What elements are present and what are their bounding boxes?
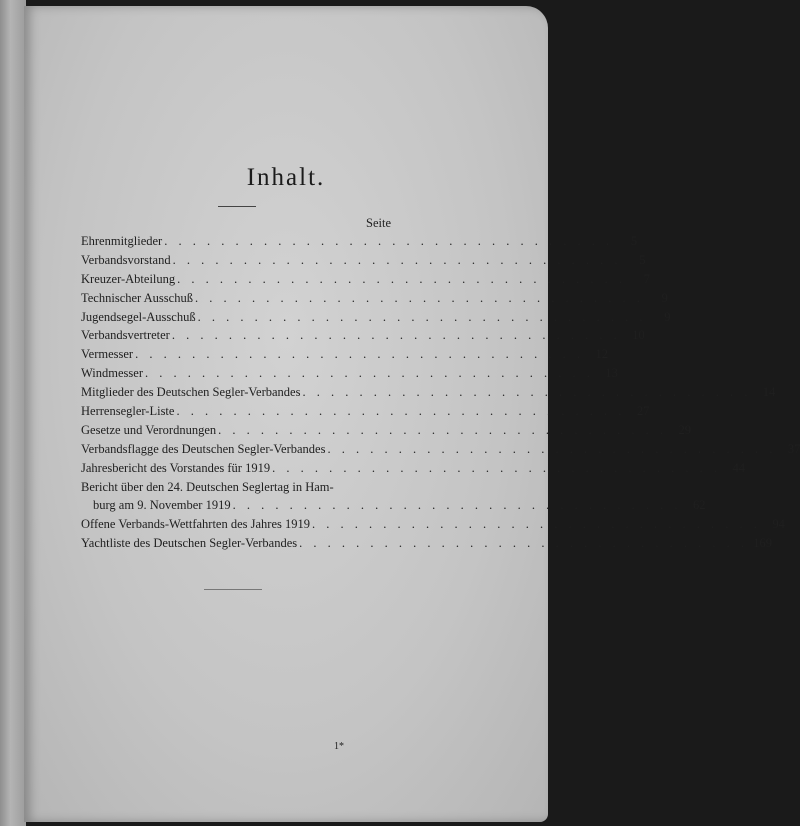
toc-entry-page: 9	[661, 290, 668, 305]
page-title: Inhalt.	[246, 164, 326, 191]
toc-leader: . . . . . . . . . . . . . . . . . . . . . . . . . . . . . . . .	[299, 536, 749, 551]
toc-entry	[81, 289, 668, 308]
toc-entry-title: Offene Verbands-Wettfahrten des Jahres 1919	[81, 517, 311, 532]
toc-leader: . . . . . . . . . . . . . . . . . . . . . . . . . . . . . . . .	[327, 441, 777, 456]
toc-leader: . . . . . . . . . . . . . . . . . . . . . . . . . . . . . . . .	[312, 517, 761, 532]
toc-entry-title: Gesetze und Verordnungen	[81, 422, 217, 437]
toc-entry-title: Jugendsegel-Ausschuß	[81, 309, 196, 324]
closing-rule	[204, 589, 262, 590]
toc-leader: . . . . . . . . . . . . . . . . . . . . . . . . . . . . . . . .	[197, 309, 647, 324]
toc-entry-page: 10	[632, 328, 645, 343]
toc-entry-page: 14	[762, 385, 776, 400]
book-page	[24, 6, 800, 822]
toc-entry-page: 7	[643, 271, 651, 286]
table-of-contents	[81, 232, 800, 553]
toc-entry	[81, 459, 745, 478]
toc-entry-page: 62	[692, 498, 706, 513]
toc-leader: . . . . . . . . . . . . . . . . . . . . . . . . . . . . . . . .	[144, 366, 594, 381]
toc-entry	[81, 478, 706, 516]
toc-entry	[81, 251, 646, 270]
toc-entry-title: Vermesser	[81, 347, 134, 362]
toc-entry	[81, 326, 645, 345]
toc-entry	[81, 308, 671, 327]
toc-entry-title: Windmesser	[81, 366, 143, 381]
toc-entry	[81, 534, 773, 553]
toc-entry-title: Kreuzer-Abteilung	[81, 271, 176, 286]
toc-entry-page: 44	[732, 460, 745, 475]
toc-entry-page: 27	[636, 404, 650, 419]
toc-leader: . . . . . . . . . . . . . . . . . . . . . . . . . . . . . . . .	[164, 234, 614, 248]
toc-entry	[81, 402, 650, 421]
toc-entry	[81, 440, 800, 459]
toc-entry-title: Verbandsvertreter	[81, 328, 170, 343]
title-rule	[218, 206, 256, 207]
toc-entry-title: Mitglieder des Deutschen Segler-Verbandes	[81, 385, 301, 400]
toc-entry-page: 169	[753, 536, 773, 551]
toc-entry	[81, 270, 651, 289]
toc-entry	[81, 515, 785, 534]
toc-entry	[81, 383, 776, 402]
toc-entry-continuation	[81, 496, 706, 515]
toc-entry-title: Verbandsvorstand	[81, 252, 171, 267]
page-number: 1*	[334, 741, 344, 752]
toc-leader: . . . . . . . . . . . . . . . . . . . . . . . . . . . . . . . .	[194, 290, 644, 305]
toc-entry-page: 94	[772, 517, 785, 532]
toc-leader: . . . . . . . . . . . . . . . . . . . . . . . . . . . . . . . .	[302, 385, 752, 400]
toc-entry-title: Herrensegler-Liste	[81, 404, 175, 419]
page-column-header: Seite	[366, 216, 391, 230]
toc-entry-page: 5	[630, 234, 638, 248]
toc-entry	[81, 232, 638, 251]
toc-leader: . . . . . . . . . . . . . . . . . . . . . . . . . . . . . . . .	[171, 328, 621, 343]
toc-entry-title: Verbandsflagge des Deutschen Segler-Verbandes	[81, 441, 326, 456]
toc-entry	[81, 364, 618, 383]
toc-entry-page: 29	[678, 422, 692, 437]
toc-entry-page: 37	[787, 441, 800, 456]
toc-entry-title: Technischer Ausschuß	[81, 290, 193, 305]
toc-leader: . . . . . . . . . . . . . . . . . . . . . . . . . . . . . . . .	[135, 347, 584, 362]
toc-leader: . . . . . . . . . . . . . . . . . . . . . . . . . . . . . . . .	[272, 460, 721, 475]
toc-entry	[81, 421, 692, 440]
toc-entry-title: Bericht über den 24. Deutschen Seglertag in Ham-	[81, 479, 334, 494]
toc-leader: . . . . . . . . . . . . . . . . . . . . . . . . . . . . . . . .	[218, 422, 668, 437]
toc-entry	[81, 345, 608, 364]
toc-entry-page: 13	[605, 366, 618, 381]
toc-leader: . . . . . . . . . . . . . . . . . . . . . . . . . . . . . . . .	[172, 252, 622, 267]
toc-entry-page: 9	[664, 309, 671, 324]
toc-entry-title-continued: burg am 9. November 1919	[93, 498, 231, 513]
toc-entry-title: Ehrenmitglieder	[81, 234, 163, 248]
book-spine	[0, 0, 26, 826]
toc-entry-title: Jahresbericht des Vorstandes für 1919	[81, 460, 271, 475]
toc-entry-title: Yachtliste des Deutschen Segler-Verbandes	[81, 536, 298, 551]
toc-entry-page: 12	[595, 347, 608, 362]
toc-entry-page: 5	[639, 252, 646, 267]
toc-leader: . . . . . . . . . . . . . . . . . . . . . . . . . . . . . . . .	[177, 271, 627, 286]
toc-leader: . . . . . . . . . . . . . . . . . . . . . . . . . . . . . . . .	[176, 404, 626, 419]
toc-leader: . . . . . . . . . . . . . . . . . . . . . . . . . . . . . . . .	[232, 498, 682, 513]
